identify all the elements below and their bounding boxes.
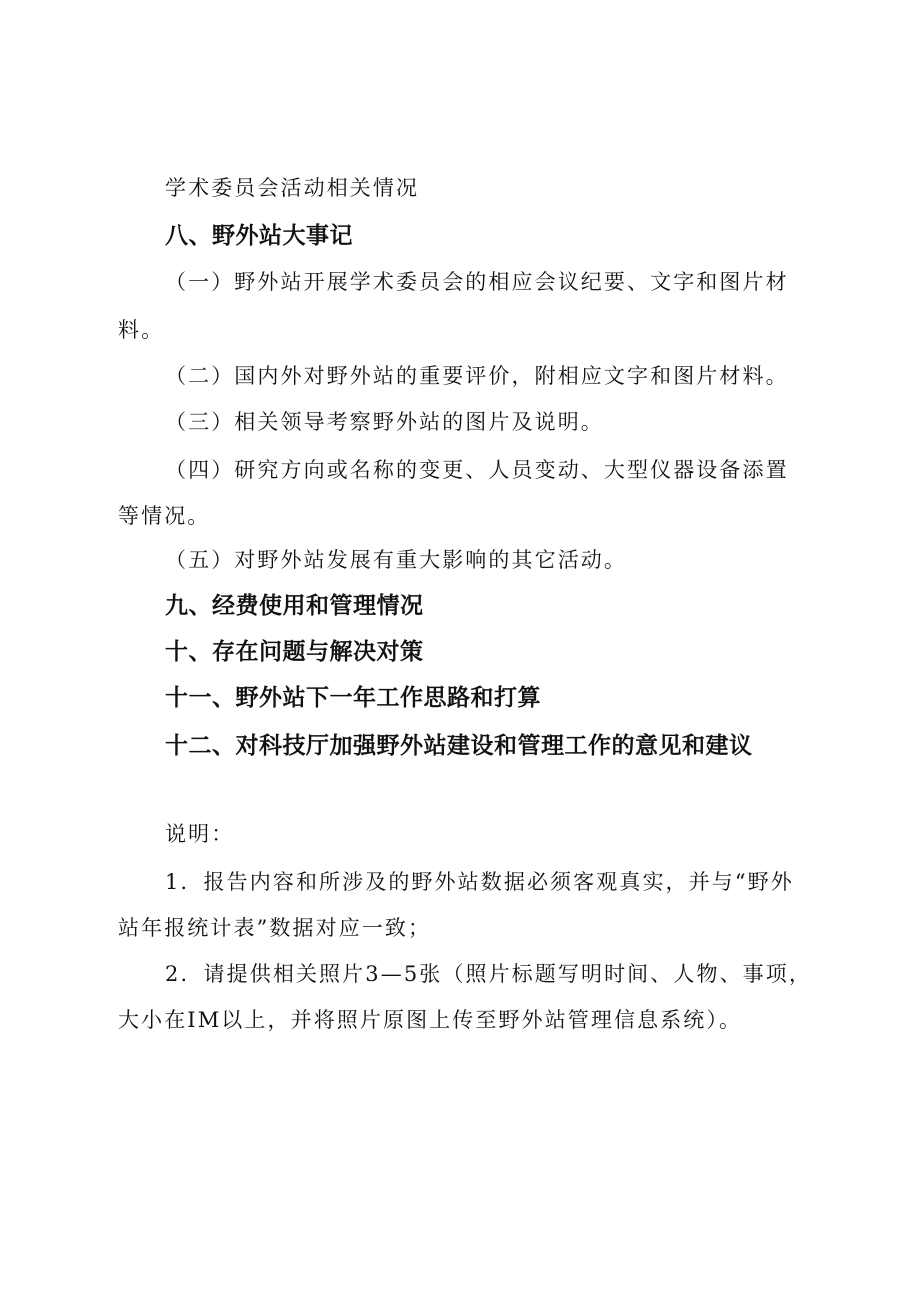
note-1-line-2: 站年报统计表”数据对应一致； bbox=[118, 916, 432, 940]
section-8-item-2: （二）国内外对野外站的重要评价，附相应文字和图片材料。 bbox=[165, 364, 789, 388]
section-12-heading: 十二、对科技厅加强野外站建设和管理工作的意见和建议 bbox=[165, 733, 753, 759]
section-8-item-5: （五）对野外站发展有重大影响的其它活动。 bbox=[165, 548, 627, 572]
section-10-heading: 十、存在问题与解决对策 bbox=[165, 639, 424, 665]
note-1-line-1: 1．报告内容和所涉及的野外站数据必须客观真实，并与“野外 bbox=[165, 870, 794, 894]
section-8-item-1-line-2: 料。 bbox=[118, 318, 165, 342]
section-8-item-1-line-1: （一）野外站开展学术委员会的相应会议纪要、文字和图片材 bbox=[165, 270, 789, 294]
section-8-item-4-line-2: 等情况。 bbox=[118, 504, 211, 528]
section-8-item-4-line-1: （四）研究方向或名称的变更、人员变动、大型仪器设备添置 bbox=[165, 458, 789, 482]
section-8-item-3: （三）相关领导考察野外站的图片及说明。 bbox=[165, 410, 604, 434]
note-2-line-2: 大小在IM以上，并将照片原图上传至野外站管理信息系统）。 bbox=[118, 1008, 743, 1032]
notes-title: 说明： bbox=[165, 822, 235, 846]
section-9-heading: 九、经费使用和管理情况 bbox=[165, 593, 424, 619]
section-8-heading: 八、野外站大事记 bbox=[165, 223, 353, 249]
intro-line: 学术委员会活动相关情况 bbox=[165, 176, 420, 200]
section-11-heading: 十一、野外站下一年工作思路和打算 bbox=[165, 685, 541, 711]
note-2-line-1: 2．请提供相关照片3—5张（照片标题写明时间、人物、事项， bbox=[165, 962, 812, 986]
